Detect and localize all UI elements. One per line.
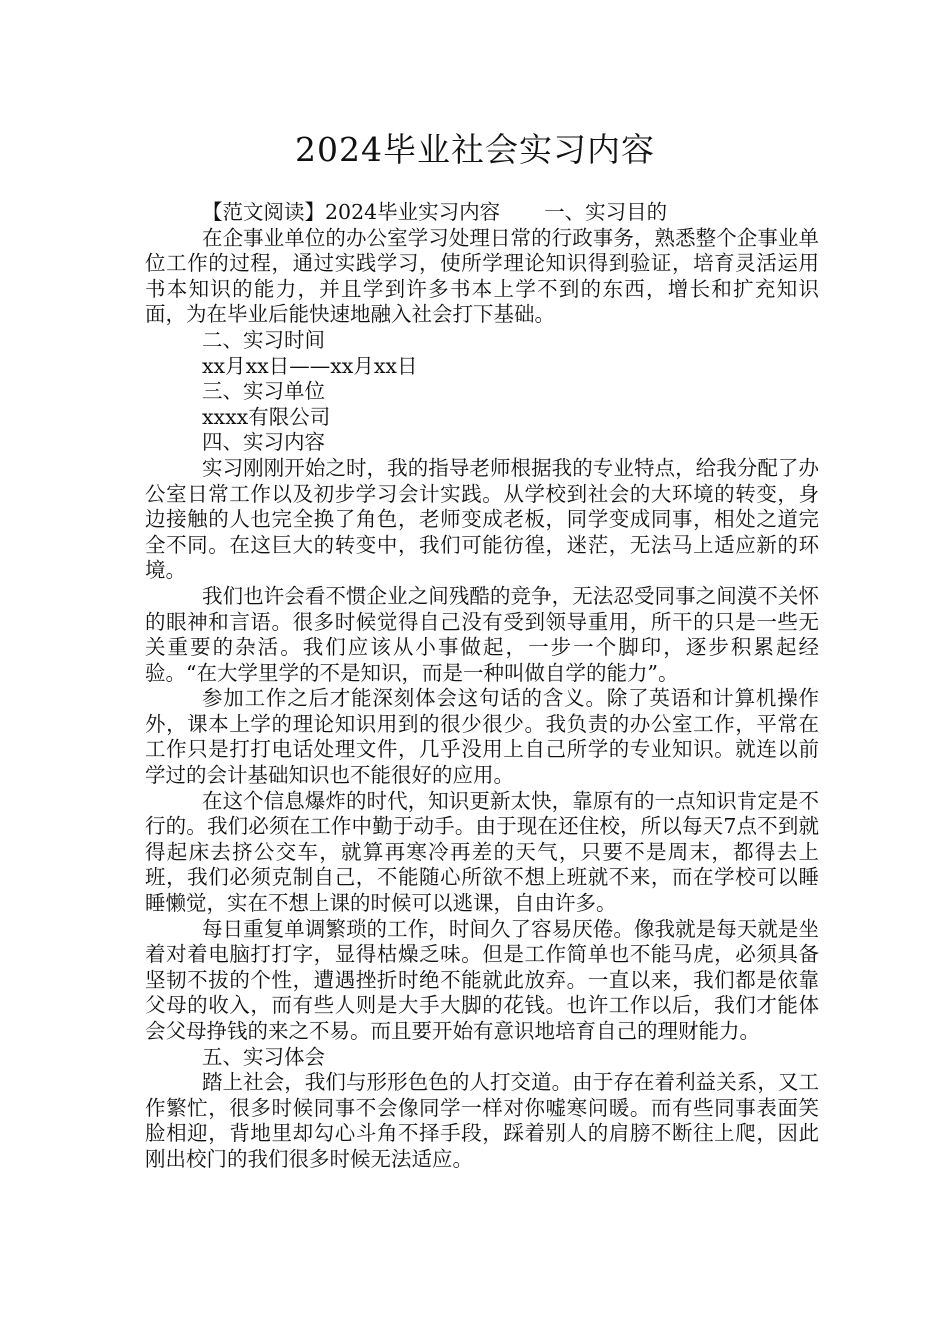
section-heading-purpose: 一、实习目的 [544,200,668,224]
paragraph-content-4: 在这个信息爆炸的时代，知识更新太快，靠原有的一点知识肯定是不行的。我们必须在工作中勤于动手。由于现在还住校，所以每天7点不到就得起床去挤公交车，就算再寒冷再差的天气，只要不是周末，都得去上班，我们必须克制自己，不能随心所欲不想上班就不来，而在学校可以睡睡懒觉，实在不想上课的时候可以逃课，自由许多。 [145,788,819,916]
paragraph-content-5: 每日重复单调繁琐的工作，时间久了容易厌倦。像我就是每天就是坐着对着电脑打打字，显得枯燥乏味。但是工作简单也不能马虎，必须具备坚韧不拔的个性，遭遇挫折时绝不能就此放弃。一直以来，我们都是依靠父母的收入，而有些人则是大手大脚的花钱。也许工作以后，我们才能体会父母挣钱的来之不易。而且要开始有意识地培育自己的理财能力。 [145,916,819,1043]
paragraph-purpose: 在企事业单位的办公室学习处理日常的行政事务，熟悉整个企事业单位工作的过程，通过实践学习，使所学理论知识得到验证，培育灵活运用书本知识的能力，并且学到许多书本上学不到的东西，增长和扩充知识面，为在毕业后能快速地融入社会打下基础。 [145,225,819,327]
lead-line [145,200,819,226]
paragraph-content-1: 实习刚刚开始之时，我的指导老师根据我的专业特点，给我分配了办公室日常工作以及初步学习会计实践。从学校到社会的大环境的转变，身边接触的人也完全换了角色，老师变成老板，同学变成同事，相处之道完全不同。在这巨大的转变中，我们可能彷徨，迷茫，无法马上适应新的环境。 [145,455,819,583]
paragraph-reflection: 踏上社会，我们与形形色色的人打交道。由于存在着利益关系，又工作繁忙，很多时候同事不会像同学一样对你嘘寒问暖。而有些同事表面笑脸相迎，背地里却勾心斗角不择手段，踩着别人的肩膀不断往上爬，因此刚出校门的我们很多时候无法适应。 [145,1070,819,1171]
lead-prefix: 【范文阅读】2024毕业实习内容 [202,200,501,224]
document-body [145,200,819,1173]
section-heading-content: 四、实习内容 [202,430,325,455]
paragraph-unit: xxxx有限公司 [202,404,331,429]
section-heading-unit: 三、实习单位 [202,379,325,404]
paragraph-time: xx月xx日——xx月xx日 [202,353,418,378]
document-title: 2024毕业社会实习内容 [295,130,655,169]
section-heading-reflection: 五、实习体会 [202,1044,325,1069]
paragraph-content-3: 参加工作之后才能深刻体会这句话的含义。除了英语和计算机操作外，课本上学的理论知识用到的很少很少。我负责的办公室工作，平常在工作只是打打电话处理文件，几乎没用上自己所学的专业知识。就连以前学过的会计基础知识也不能很好的应用。 [145,686,819,788]
section-heading-time: 二、实习时间 [202,327,325,352]
paragraph-content-2: 我们也许会看不惯企业之间残酷的竞争，无法忍受同事之间漠不关怀的眼神和言语。很多时候觉得自己没有受到领导重用，所干的只是一些无关重要的杂活。我们应该从小事做起，一步一个脚印，逐步积累起经验。“在大学里学的不是知识，而是一种叫做自学的能力”。 [145,583,819,685]
